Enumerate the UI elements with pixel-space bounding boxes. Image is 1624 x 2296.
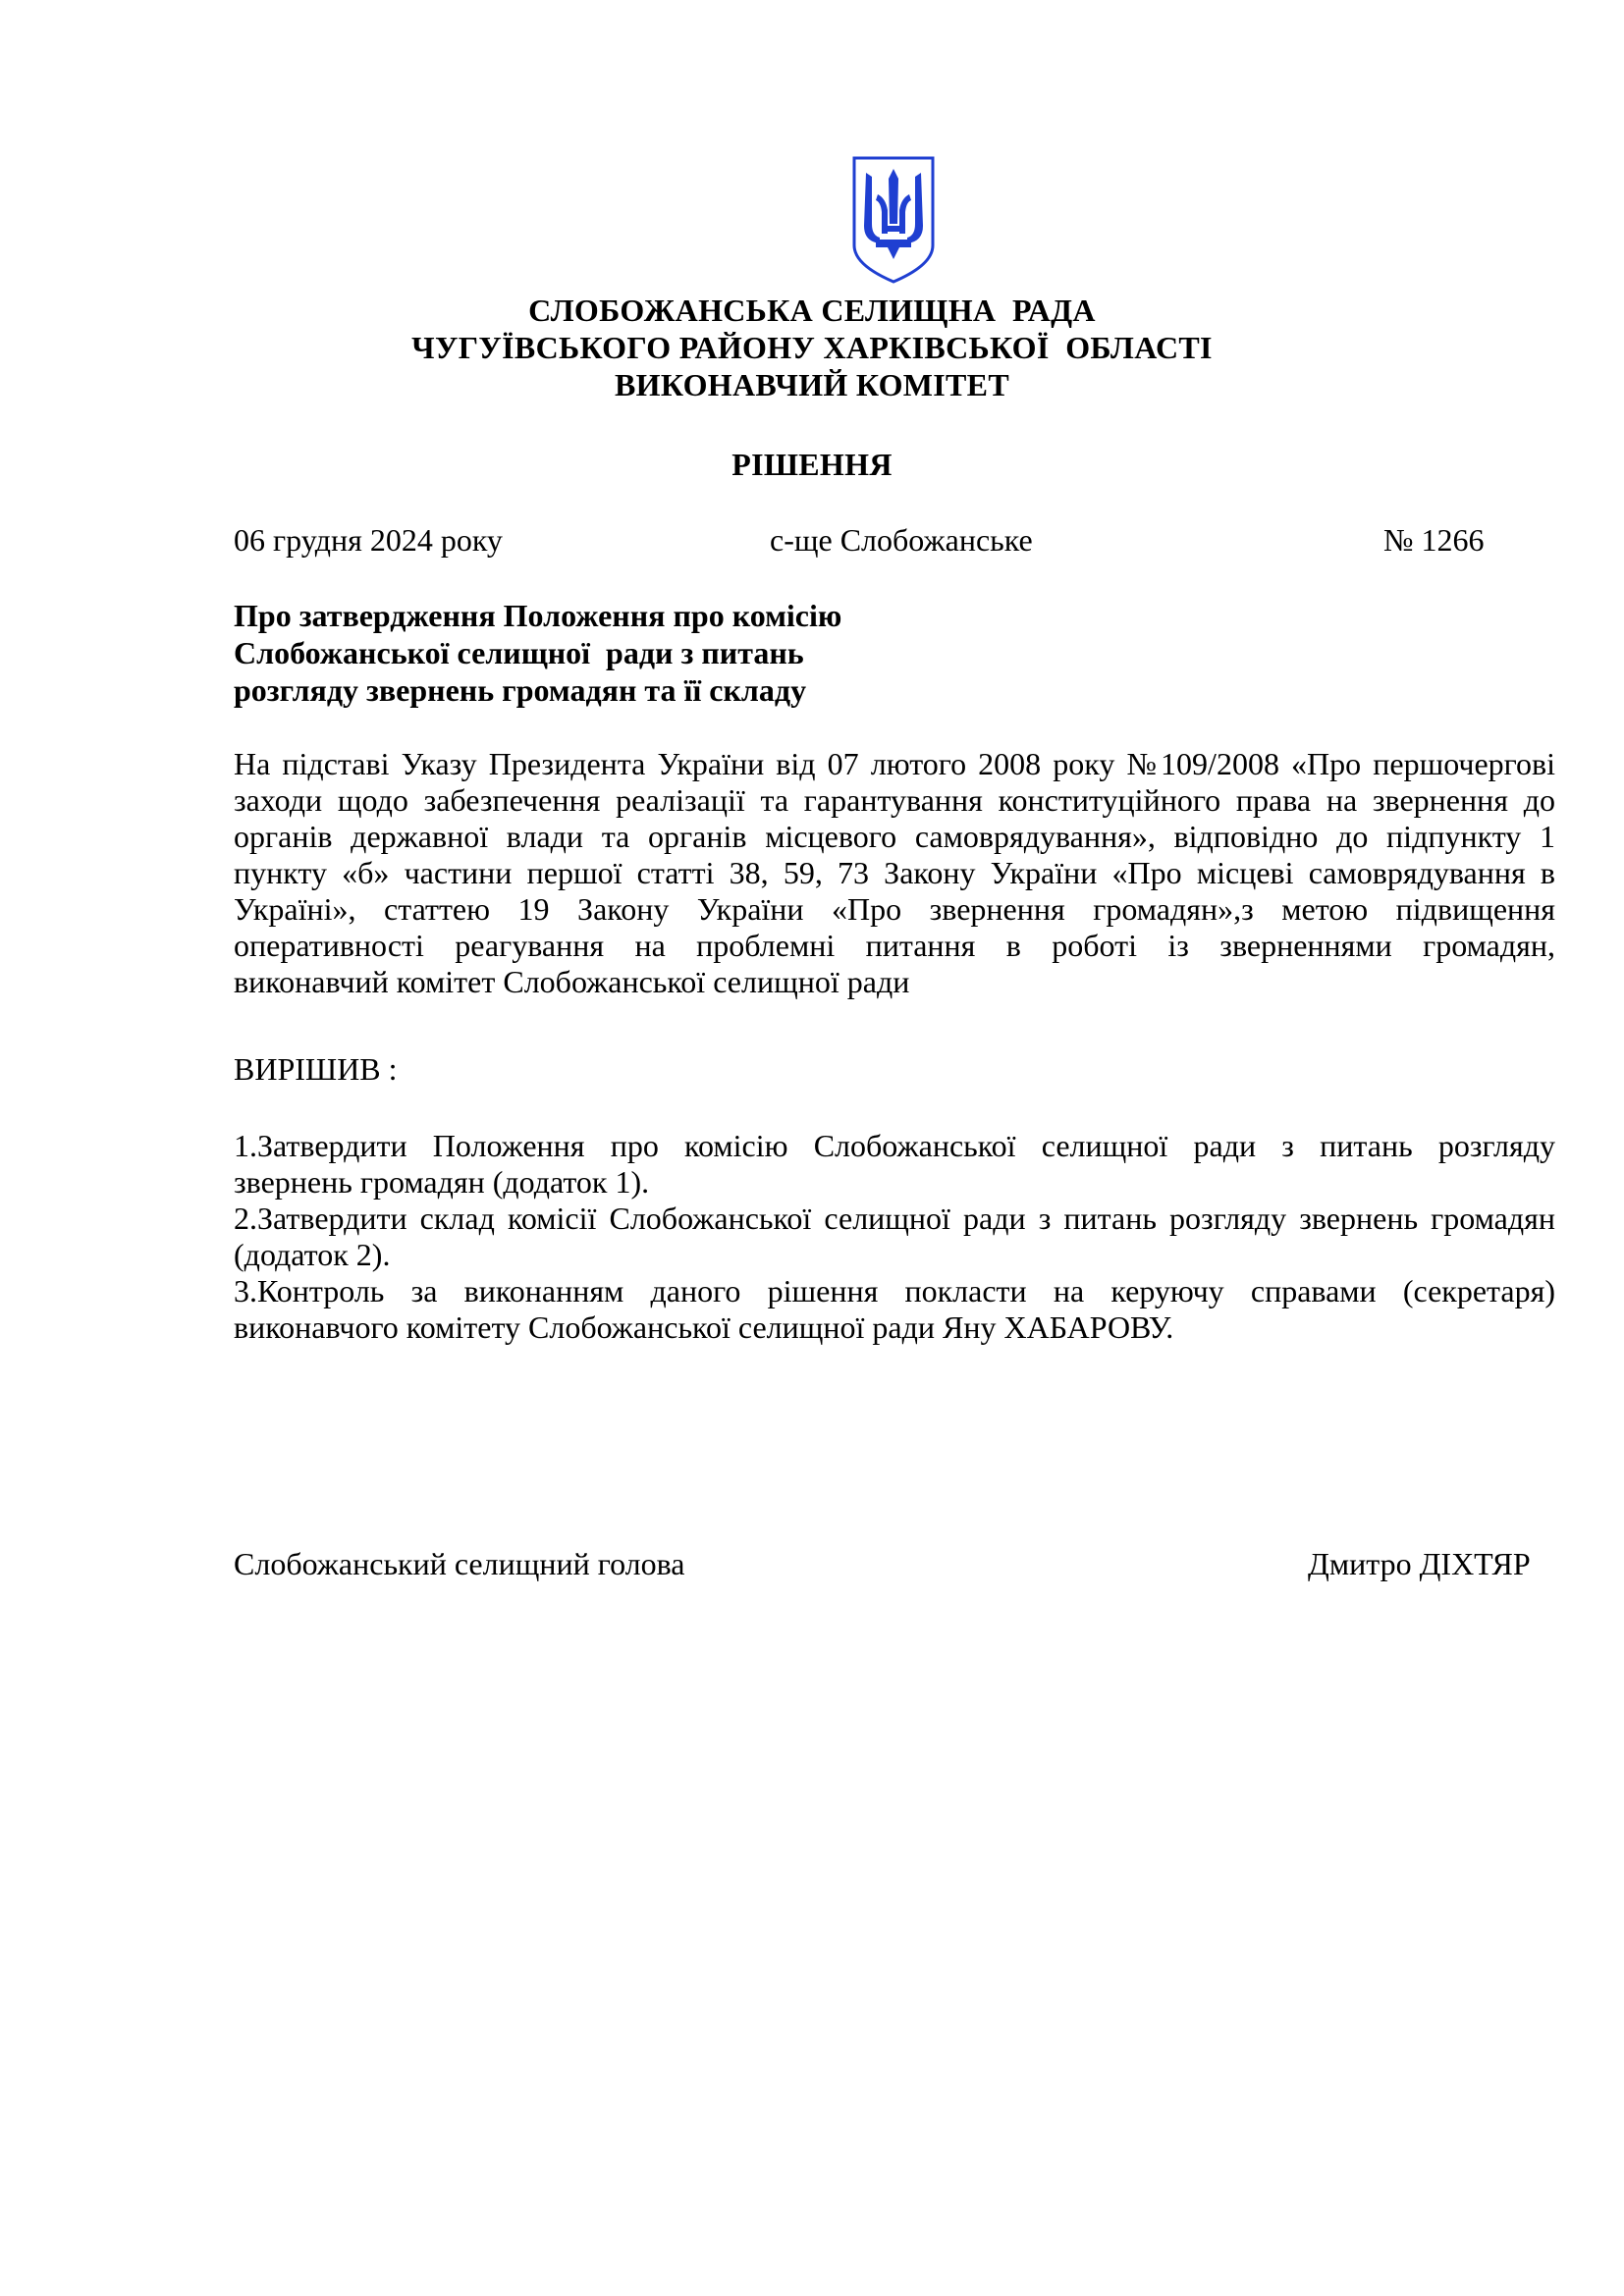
district-region-name: ЧУГУЇВСЬКОГО РАЙОНУ ХАРКІВСЬКОЇ ОБЛАСТІ [411,330,1213,365]
item-2-line: (додаток 2). [234,1237,391,1272]
basis-line: органів державної влади та органів місцевого самоврядування», відповідно до підпункту 1 [234,819,1555,854]
basis-line: заходи щодо забезпечення реалізації та гарантування конституційного права на звернення до [234,782,1555,818]
item-2-line: 2.Затвердити склад комісії Слобожанської селищної ради з питань розгляду звернень громадян [234,1201,1555,1236]
decision-number: № 1266 [1383,522,1485,558]
basis-line: пункту «б» частини першої статті 38, 59, 73 Закону України «Про місцеві самоврядування в [234,855,1555,890]
basis-line: Україні», статтею 19 Закону України «Про звернення громадян»,з метою підвищення [234,891,1555,927]
subject-line: розгляду звернень громадян та її складу [234,672,807,708]
decision-subject [234,597,1019,709]
decision-date: 06 грудня 2024 року [234,522,503,558]
decision-place: с-ще Слобожанське [770,522,1033,558]
item-1-line: звернень громадян (додаток 1). [234,1164,650,1200]
basis-line: виконавчий комітет Слобожанської селищної ради [234,964,910,999]
document-title: РІШЕННЯ [731,447,893,482]
resolved-heading: ВИРІШИВ : [234,1051,398,1087]
legal-basis-paragraph [234,746,1555,1000]
item-3-line: виконавчого комітету Слобожанської селищної ради Яну ХАБАРОВУ. [234,1309,1174,1345]
signatory-position: Слобожанський селищний голова [234,1546,685,1581]
coat-of-arms-tryzub-icon [850,155,937,285]
resolution-items [234,1128,1555,1346]
basis-line: оперативності реагування на проблемні питання в роботі із зверненнями громадян, [234,928,1555,963]
signatory-name: Дмитро ДІХТЯР [1308,1546,1531,1581]
item-3-line: 3.Контроль за виконанням даного рішення покласти на керуючу справами (секретаря) [234,1273,1555,1308]
council-name: СЛОБОЖАНСЬКА СЕЛИЩНА РАДА [528,293,1096,328]
basis-line: На підставі Указу Президента України від 07 лютого 2008 року №109/2008 «Про першочергові [234,746,1555,781]
subject-line: Слобожанської селищної ради з питань [234,635,804,670]
executive-committee-name: ВИКОНАВЧИЙ КОМІТЕТ [615,367,1009,402]
subject-line: Про затвердження Положення про комісію [234,598,842,633]
item-1-line: 1.Затвердити Положення про комісію Слобожанської селищної ради з питань розгляду [234,1128,1555,1163]
